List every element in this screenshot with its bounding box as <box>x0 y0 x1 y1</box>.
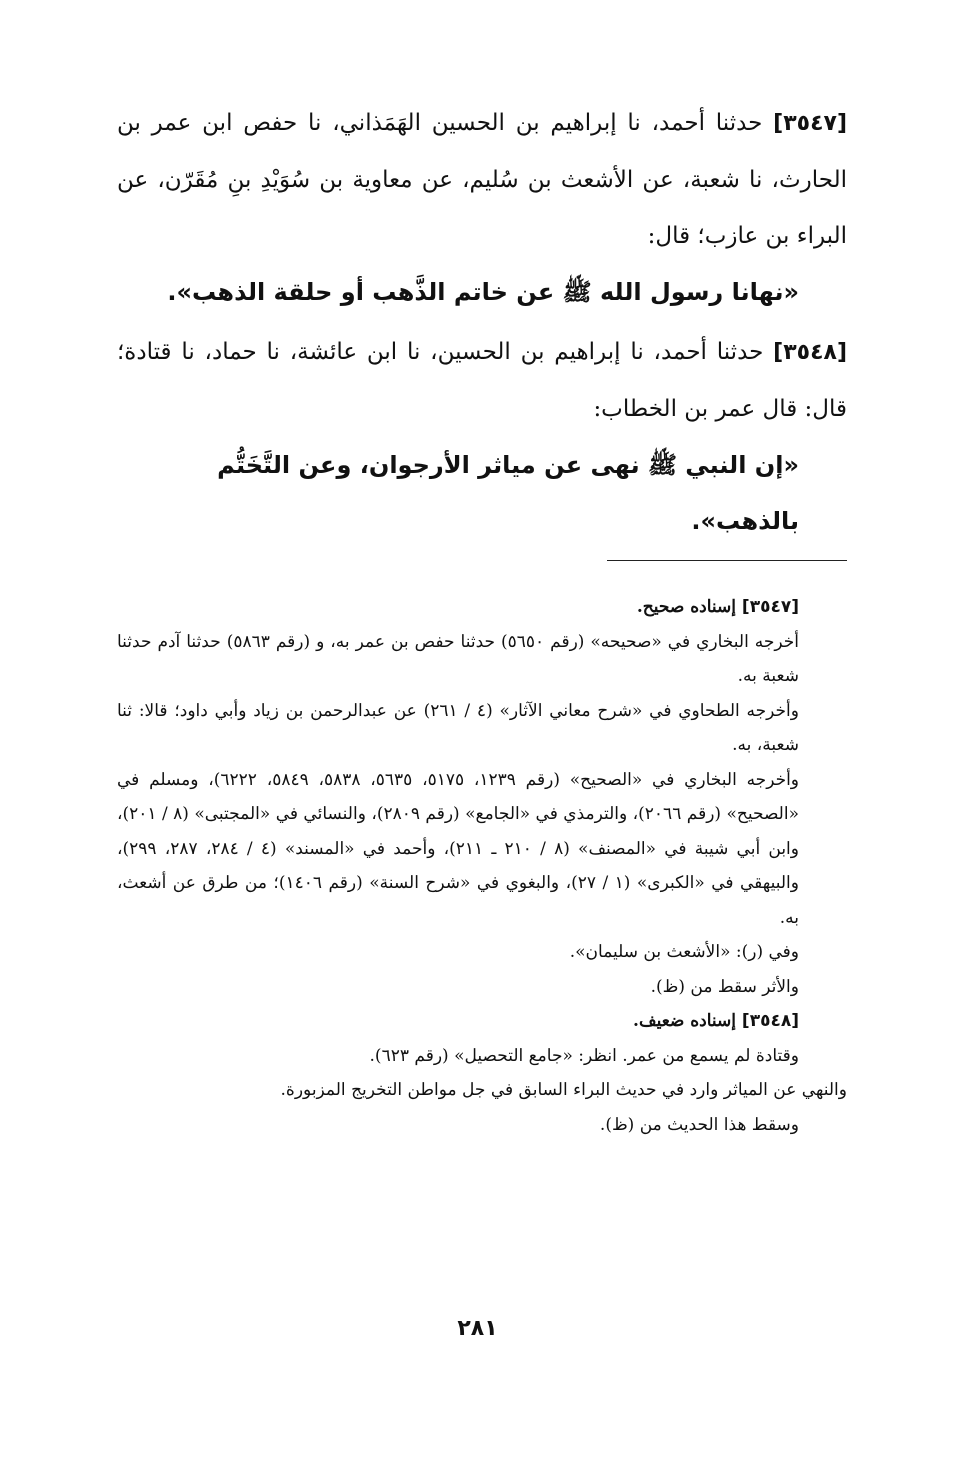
footnote-number: [٣٥٤٧] <box>741 597 799 617</box>
grading-text: إسناده صحيح. <box>636 597 742 617</box>
footnote-paragraph: وقتادة لم يسمع من عمر. انظر: «جامع التحصيل» (رقم ٦٢٣). <box>369 1045 799 1066</box>
hadith-3547-matn: «نهانا رسول الله ﷺ عن خاتم الذَّهب أو حلقة الذهب». <box>167 278 799 306</box>
hadith-3548-matn: «إن النبي ﷺ نهى عن مياثر الأرجوان، وعن التَّخَتُّم بالذهب». <box>217 451 799 535</box>
footnote-paragraph: وأخرجه البخاري في «الصحيح» (رقم ١٢٣٩، ٥١٧٥، ٥٦٣٥، ٥٨٣٨، ٥٨٤٩، ٦٢٢٢)، ومسلم في «الصحيح» (رقم ٢٠٦٦)، والترمذي في «الجامع» (رقم ٢٨٠٩)، والنسائي في «المجتبى» (٨ / ٢٠١)، وابن أبي شيبة في «المصنف» (٨ / ٢١٠ ـ ٢١١)، وأحمد في «المسند» (٤ / ٢٨٤، ٢٨٧، ٢٩٩)، والبيهقي في «الكبرى» (١ / ٢٧)، والبغوي في «شرح السنة» (رقم ١٤٠٦)؛ من طرق عن أشعث، به. <box>117 769 800 928</box>
page-number: ٢٨١ <box>457 1316 498 1341</box>
main-text <box>117 95 847 549</box>
isnad-text: حدثنا أحمد، نا إبراهيم بن الحسين، نا ابن عائشة، نا حماد، نا قتادة؛ قال: قال عمر بن الخطاب: <box>117 339 847 422</box>
isnad-text: حدثنا أحمد، نا إبراهيم بن الحسين الهَمَذاني، نا حفص ابن عمر بن الحارث، نا شعبة، عن الأشعث بن سُليم، عن معاوية بن سُوَيْدِ بنِ مُقَرّن، عن البراء بن عازب؛ قال: <box>117 110 847 249</box>
hadith-number: [٣٥٤٨] <box>773 340 847 365</box>
footnote-paragraph: وأخرجه الطحاوي في «شرح معاني الآثار» (٤ / ٢٦١) عن عبدالرحمن بن زياد وأبي داود؛ قالا: ثنا شعبة، به. <box>117 700 799 755</box>
hadith-3547-isnad <box>117 95 847 264</box>
footnotes <box>117 590 847 1142</box>
footnote-3548-heading <box>117 1004 847 1039</box>
hadith-number: [٣٥٤٧] <box>773 111 847 136</box>
footnote-paragraph: أخرجه البخاري في «صحيحه» (رقم ٥٦٥٠) حدثنا حفص بن عمر به، و (رقم ٥٨٦٣) حدثنا آدم حدثنا شعبة به. <box>117 631 800 686</box>
footnote-paragraph: وفي (ر): «الأشعث بن سليمان». <box>569 942 799 962</box>
footnote-number: [٣٥٤٨] <box>741 1011 799 1031</box>
footnote-3547-heading <box>117 590 847 625</box>
grading-text: إسناده ضعيف. <box>633 1011 742 1031</box>
hadith-3548-isnad <box>117 324 847 437</box>
footnote-separator <box>607 560 847 561</box>
footnote-paragraph: والنهي عن المياثر وارد في حديث البراء السابق في جل مواطن التخريج المزبورة. <box>280 1080 847 1100</box>
footnote-paragraph: وسقط هذا الحديث من (ظ). <box>599 1114 799 1135</box>
footnote-paragraph: والأثر سقط من (ظ). <box>650 976 799 997</box>
